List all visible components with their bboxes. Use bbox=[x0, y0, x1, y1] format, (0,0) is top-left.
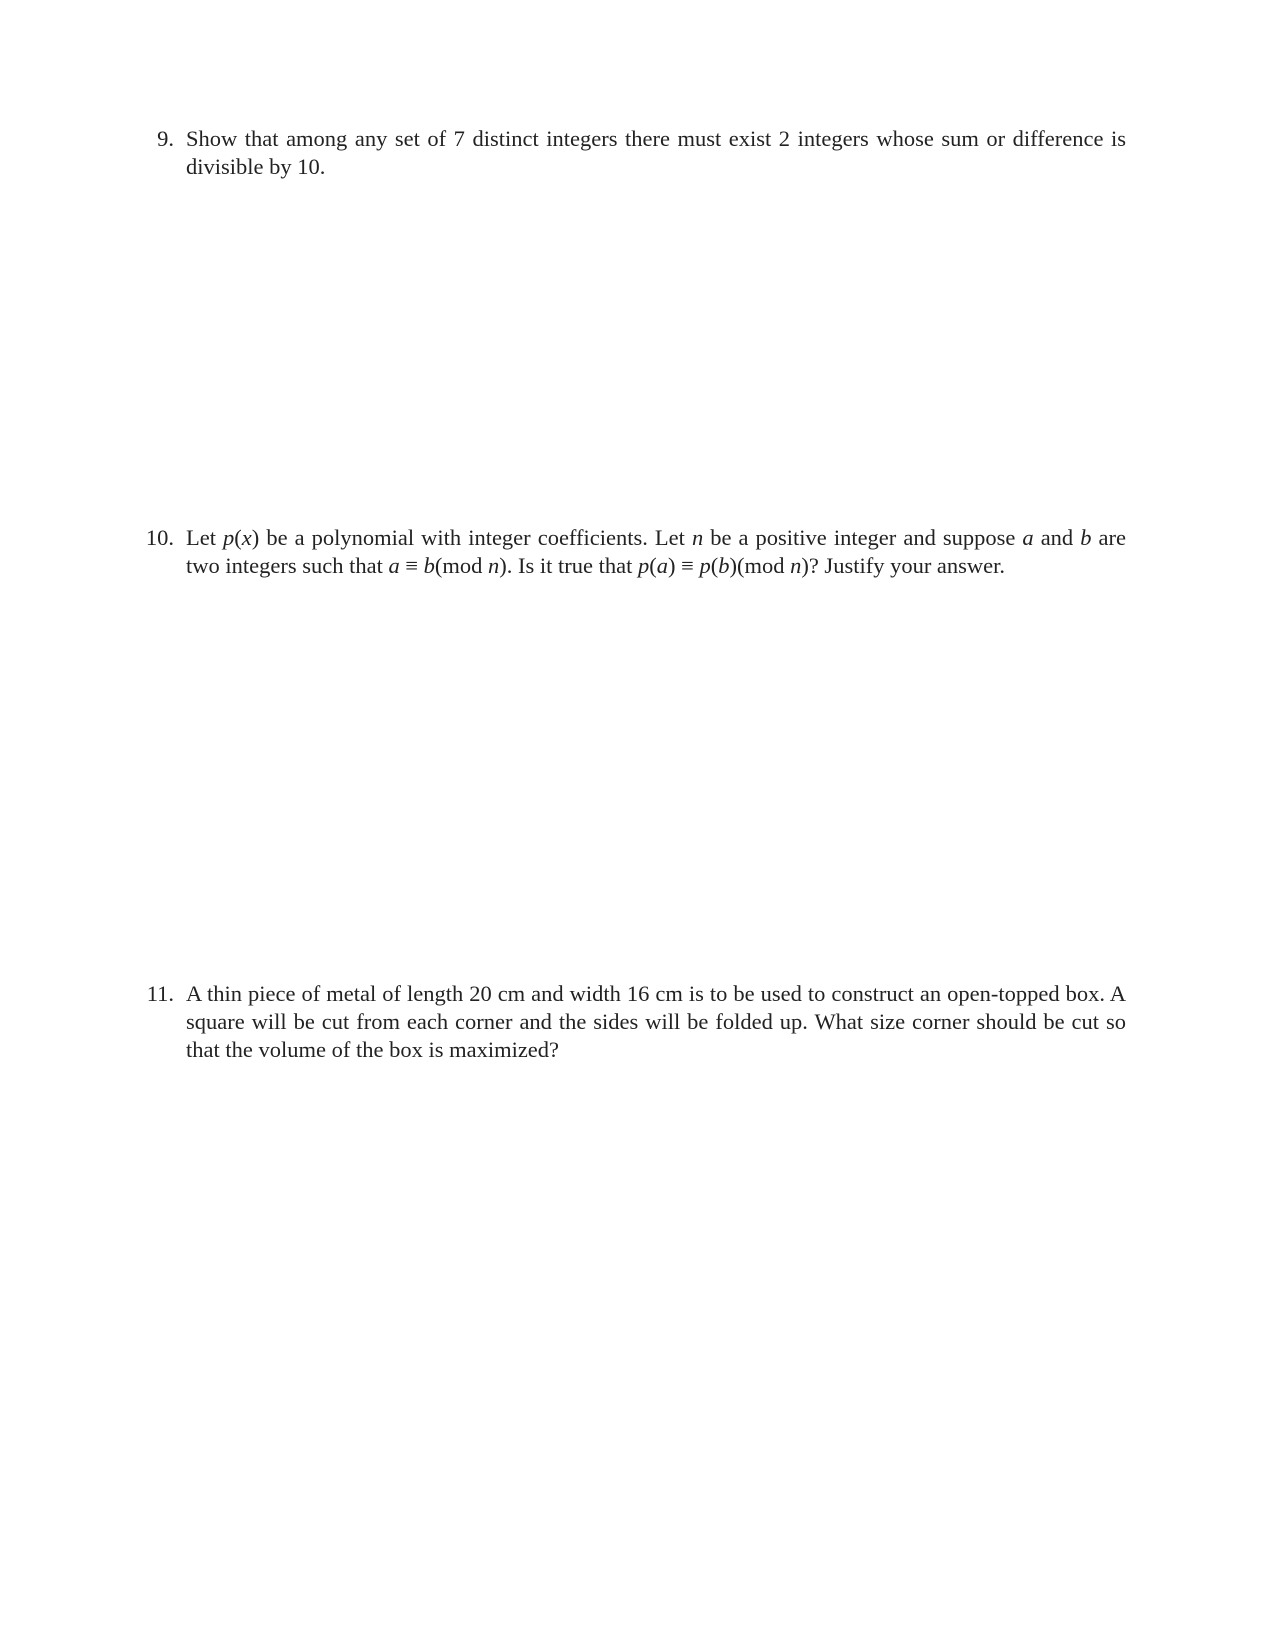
math-var: n bbox=[691, 525, 704, 550]
problem-number: 9. bbox=[157, 126, 174, 151]
math-var: b bbox=[718, 553, 730, 578]
math-var: a bbox=[388, 553, 400, 578]
problem-number: 10. bbox=[145, 525, 174, 550]
math-var: a bbox=[1022, 525, 1034, 550]
math-var: p bbox=[699, 553, 711, 578]
math-var: p bbox=[638, 553, 650, 578]
math-var: n bbox=[488, 553, 500, 578]
problem-text: Let p(x) be a polynomial with integer coefficients. Let n be a positive integer and suppose a and b are two integers such that a ≡ b(mod n). Is it true that p(a) ≡ p(b)(mod n)? Justify your answer. bbox=[186, 525, 1126, 578]
problem-11 bbox=[146, 980, 1126, 1064]
math-var: p bbox=[223, 525, 235, 550]
math-var: b bbox=[1080, 525, 1092, 550]
problem-text: A thin piece of metal of length 20 cm and width 16 cm is to be used to construct an open-topped box. A square will be cut from each corner and the sides will be folded up. What size corner should be cut so that the volume of the box is maximized? bbox=[186, 981, 1126, 1062]
math-var: n bbox=[790, 553, 802, 578]
math-var: b bbox=[423, 553, 435, 578]
problem-text: Show that among any set of 7 distinct integers there must exist 2 integers whose sum or difference is divisible by 10. bbox=[186, 126, 1126, 179]
problem-number: 11. bbox=[146, 981, 174, 1006]
problem-10 bbox=[145, 524, 1126, 580]
math-var: x bbox=[241, 525, 252, 550]
math-var: a bbox=[656, 553, 669, 578]
problem-9 bbox=[157, 125, 1126, 181]
